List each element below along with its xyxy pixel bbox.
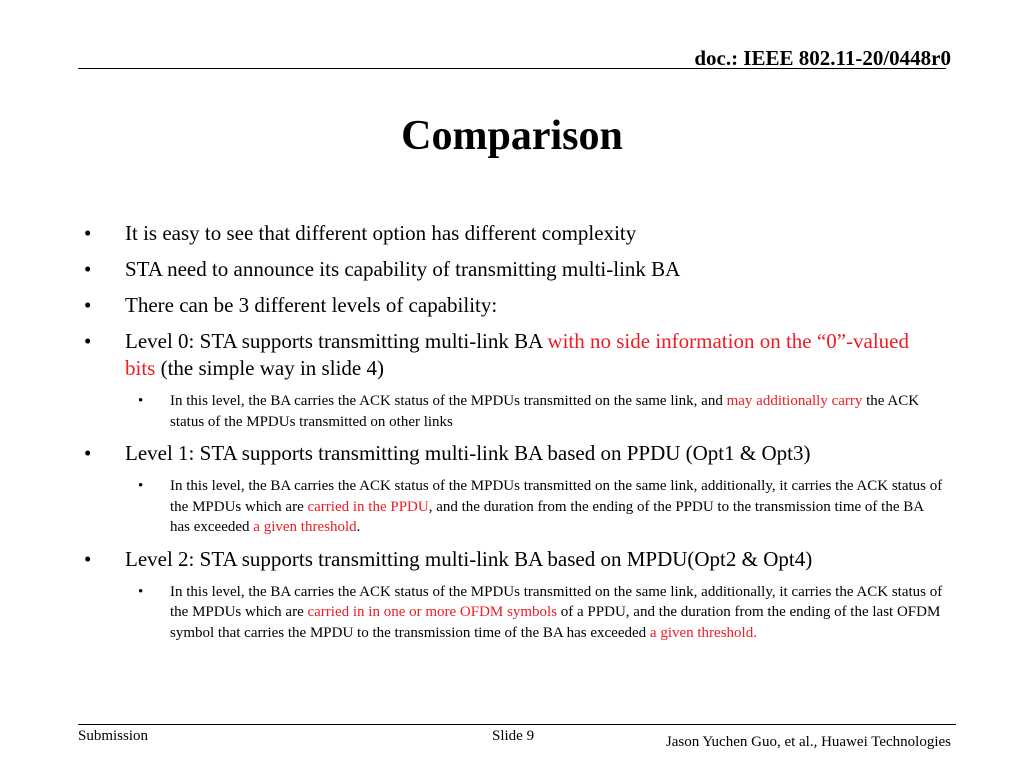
sub-bullet-text: of a PPDU, and the duration from the ending of the last OFDM symbol that carries the MPDU to the transmission time of the BA has exceeded	[170, 604, 941, 641]
bullet-level-2	[84, 546, 944, 573]
footer-submission: Submission	[78, 728, 149, 744]
slide-body	[84, 220, 944, 651]
bullet-text: Level 2: STA supports transmitting multi-link BA based on MPDU(Opt2 & Opt4)	[125, 546, 813, 571]
header-divider	[78, 68, 946, 69]
slide-number: Slide 9	[492, 728, 535, 744]
bullet-announce-capability	[84, 256, 944, 283]
bullet-dot-icon: •	[84, 293, 92, 317]
sub-bullet-text: In this level, the BA carries the ACK status of the MPDUs transmitted on the same link, additionally, it carries the ACK status of the MPDUs which are	[170, 478, 943, 515]
highlight-text: a given threshold.	[649, 624, 757, 641]
sub-bullet-level-2	[84, 582, 944, 644]
sub-bullet-text: In this level, the BA carries the ACK status of the MPDUs transmitted on the same link, and	[170, 393, 727, 409]
bullet-complexity	[84, 220, 944, 247]
footer-divider	[78, 724, 956, 725]
bullet-text: There can be 3 different levels of capability:	[125, 293, 498, 317]
sub-bullet-dot-icon: •	[138, 583, 144, 600]
bullet-dot-icon: •	[84, 257, 92, 281]
bullet-dot-icon: •	[84, 329, 92, 353]
bullet-dot-icon: •	[84, 441, 92, 465]
bullet-level-1	[84, 440, 944, 467]
sub-bullet-level-1	[84, 476, 944, 538]
slide-title: Comparison	[401, 113, 623, 159]
sub-bullet-text: In this level, the BA carries the ACK status of the MPDUs transmitted on the same link, additionally, it carries the ACK status of the MPDUs which are	[170, 583, 943, 620]
bullet-text: Level 0: STA supports transmitting multi-link BA	[125, 329, 548, 353]
footer-author: Jason Yuchen Guo, et al., Huawei Technologies	[665, 734, 951, 750]
document-id: doc.: IEEE 802.11-20/0448r0	[694, 46, 951, 70]
sub-bullet-dot-icon: •	[138, 393, 144, 409]
bullet-text: Level 1: STA supports transmitting multi-link BA based on PPDU (Opt1 & Opt3)	[125, 441, 811, 465]
bullet-text: STA need to announce its capability of transmitting multi-link BA	[125, 257, 681, 281]
bullet-level-0	[84, 328, 944, 382]
sub-bullet-level-0	[84, 391, 944, 432]
highlight-text: a given threshold	[253, 519, 357, 535]
bullet-capability-levels	[84, 292, 944, 319]
bullet-dot-icon: •	[84, 546, 92, 571]
sub-bullet-dot-icon: •	[138, 478, 144, 494]
highlight-text: may additionally carry	[726, 393, 863, 409]
highlight-text: with no side information on the “0”-valued bits	[125, 329, 909, 380]
highlight-text: carried in the PPDU	[307, 498, 429, 515]
highlight-text: carried in in one or more OFDM symbols	[307, 604, 558, 620]
sub-bullet-text: .	[356, 519, 361, 535]
bullet-text: It is easy to see that different option has different complexity	[125, 221, 637, 245]
sub-bullet-text: , and the duration from the ending of the PPDU to the transmission time of the BA has exceeded	[170, 498, 924, 535]
bullet-dot-icon: •	[84, 221, 92, 245]
sub-bullet-text: the ACK status of the MPDUs transmitted on other links	[170, 393, 920, 430]
bullet-text: (the simple way in slide 4)	[155, 356, 384, 380]
